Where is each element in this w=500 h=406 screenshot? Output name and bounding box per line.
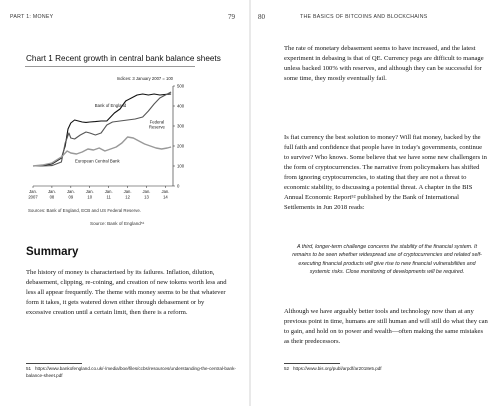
summary-paragraph: The history of money is characterised by its failures. Inflation, dilution, debasement, clipping, re-coining, and creation of new tokens worth less and less all appear frequently. The theme with money seems to be that whatever form it takes, it gets watered down either through debasement or by excessive creation until a certain limit, then there is a reform. [26,269,227,316]
x-tick-label: Jan. [29,189,37,194]
y-tick-label: 100 [177,163,185,169]
x-tick-label: 09 [68,194,74,200]
chart-source-note: Sources: Bank of England, ECB and US Federal Reserve. [28,208,141,213]
annotation-european-central-bank: European Central Bank [74,158,120,164]
x-tick-label: 2007 [28,194,38,200]
y-tick-label: 0 [177,183,180,189]
page-number-left: 79 [228,13,235,21]
paragraph-debasement: The rate of monetary debasement seems to have increased, and the latest experiment in debasing is that of QE. Currency pegs are difficult to manage unless backed 100% with reserves, and although they can be successful for some time, they mostly eventually fail. [284,45,484,82]
y-tick-label: 200 [177,143,185,149]
y-tick-label: 400 [177,103,185,109]
footnote-rule-left [26,363,82,364]
x-tick-label: 12 [125,194,130,200]
x-tick-label: 13 [144,194,149,200]
paragraph-fiat-currency: Is fiat currency the best solution to money? Will fiat money, backed by the full faith and confidence that people have in today's governments, continue to survive? Who knows. Some believe that we have some new challengers in the form of cryptocurrencies. The narrative from policymakers has shifted from ignoring cryptocurrencies, to stating that they are not a threat to economic stability, to discussing a potential threat. A chapter in the BIS Annual Economic Report⁵² published by the Bank of International Settlements in Jun 2018 reads: [284,134,487,211]
x-tick-label: Jan. [85,189,94,194]
annotation-federal-reserve: Reserve [148,124,165,130]
y-tick-label: 500 [177,83,185,89]
x-tick-label: Jan. [142,189,151,194]
x-tick-label: Jan. [104,189,113,194]
paragraph-conclusion: Although we have arguably better tools and technology now than at any previous point in time, humans are still human and will still do what they can to gain, and hold on to power and wealth—often making the same mistakes as their predecessors. [284,308,488,345]
right-page [250,0,500,406]
chart-title-rule [25,66,195,67]
x-tick-label: Jan. [66,189,75,194]
page-number-right: 80 [258,13,265,21]
footnote-link[interactable]: https://www.bankofengland.co.uk/-/media/boe/files/ccbs/resources/understanding-the-central-bank-balance-sheet.pdf [26,366,236,378]
chart-index-label: Indices: 3 January 2007 = 100 [116,76,173,81]
x-tick-label: 14 [163,194,168,200]
x-tick-label: Jan. [47,189,56,194]
footnote-link[interactable]: https://www.bis.org/publ/arpdf/ar2018e5.pdf [292,366,382,371]
x-tick-label: 10 [87,194,93,200]
chart-svg [25,68,205,228]
bis-quote: A third, longer-term challenge concerns the stability of the financial system. It remains to be seen whether widespread use of cryptocurrencies and related self-executing financial products will give rise to new financial vulnerabilities and systemic risks. Close monitoring of developments will be required. [292,244,482,276]
chart-credit: Source: Bank of England⁵¹ [90,221,145,226]
x-tick-label: Jan. [161,189,170,194]
chart [25,68,205,228]
footnote-rule-right [284,363,340,364]
running-head-left: PART 1: MONEY [10,14,54,20]
running-head-right: THE BASICS OF BITCOINS AND BLOCKCHAINS [300,14,428,20]
footnote-number: 52 [284,366,290,371]
y-tick-label: 300 [177,123,185,129]
x-tick-label: 11 [106,194,111,200]
x-tick-label: Jan. [123,189,132,194]
x-tick-label: 08 [49,194,55,200]
annotation-federal-reserve: Federal [149,119,165,125]
footnote-number: 51 [26,366,32,371]
summary-heading: Summary [26,246,79,258]
footnote-left [26,366,236,379]
footnote-right [284,366,484,373]
annotation-bank-of-england: Bank of England [94,103,127,108]
chart-title: Chart 1 Recent growth in central bank balance sheets [26,54,221,63]
